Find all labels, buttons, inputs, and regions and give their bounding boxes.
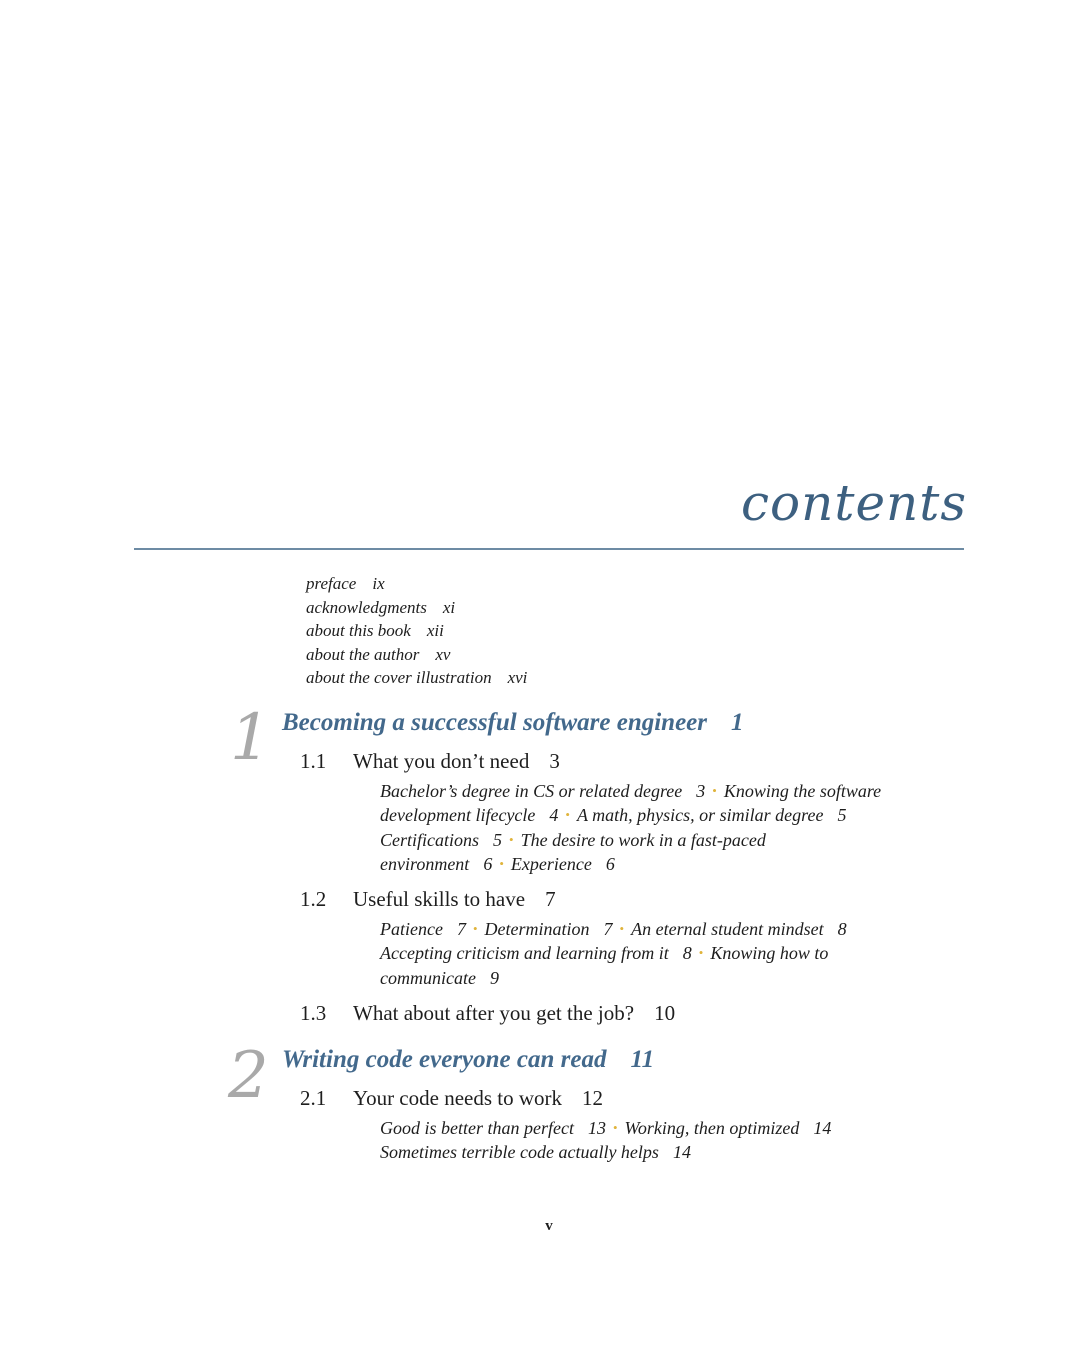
chapter-number: 2 — [228, 1039, 269, 1113]
section-entry[interactable] — [300, 1088, 603, 1109]
toc-entry-title: about this book — [306, 621, 411, 640]
subsection-title[interactable]: A math, physics, or similar degree — [576, 805, 824, 826]
subsection-page: 13 — [587, 1118, 606, 1138]
toc-entry-acknowledgments[interactable] — [306, 596, 527, 620]
section-page: 10 — [654, 1001, 676, 1025]
subsection-page: 7 — [603, 919, 613, 939]
chapter-page: 1 — [731, 709, 744, 736]
subsection-page: 7 — [456, 919, 466, 939]
subsection-list — [380, 779, 940, 876]
subsection-title[interactable]: environment — [380, 853, 470, 874]
page-number: v — [545, 1218, 553, 1234]
section-page: 7 — [545, 887, 556, 911]
subsection-page: 8 — [837, 919, 847, 939]
subsection-line — [380, 852, 940, 876]
section-entry[interactable] — [300, 889, 556, 910]
front-matter-list — [306, 572, 527, 690]
bullet-separator: • — [499, 855, 504, 871]
subsection-page: 3 — [696, 781, 706, 801]
subsection-list — [380, 1116, 940, 1165]
subsection-title[interactable]: Working, then optimized — [624, 1118, 800, 1138]
bullet-separator: • — [509, 831, 514, 847]
toc-entry-about-the-author[interactable] — [306, 643, 527, 667]
bullet-separator: • — [612, 1120, 618, 1135]
section-title: What about after you get the job? — [353, 1001, 635, 1025]
subsection-title[interactable]: Knowing the software — [723, 781, 882, 801]
subsection-page: 6 — [483, 853, 493, 874]
subsection-list — [380, 917, 940, 990]
subsection-page: 14 — [813, 1118, 832, 1138]
subsection-page: 14 — [672, 1142, 691, 1163]
section-title: Useful skills to have — [353, 887, 526, 911]
subsection-line — [380, 803, 940, 827]
subsection-title[interactable]: Patience — [380, 919, 443, 939]
chapter-title-link[interactable] — [282, 710, 744, 735]
subsection-title[interactable]: An eternal student mindset — [631, 919, 824, 939]
section-title: What you don’t need — [353, 749, 530, 773]
subsection-line — [380, 966, 940, 990]
toc-entry-preface[interactable] — [306, 572, 527, 596]
subsection-title[interactable]: Knowing how to — [710, 943, 829, 964]
section-page: 3 — [549, 749, 560, 773]
chapter-number: 1 — [230, 701, 271, 775]
section-number: 1.1 — [300, 749, 327, 773]
bullet-separator: • — [619, 921, 625, 936]
section-number: 1.3 — [300, 1001, 327, 1025]
subsection-page: 6 — [605, 853, 615, 874]
subsection-line — [380, 941, 940, 965]
toc-entry-title: about the cover illustration — [306, 668, 492, 687]
subsection-line — [380, 917, 940, 941]
subsection-title[interactable]: Bachelor’s degree in CS or related degree — [380, 781, 683, 801]
section-page: 12 — [582, 1086, 604, 1110]
bullet-separator: • — [565, 807, 570, 823]
toc-entry-page: xvi — [507, 668, 528, 687]
subsection-title[interactable]: Certifications — [380, 829, 479, 850]
subsection-title[interactable]: The desire to work in a fast-paced — [520, 829, 766, 850]
heading-divider — [134, 548, 964, 550]
subsection-page: 5 — [837, 805, 847, 826]
subsection-title[interactable]: Sometimes terrible code actually helps — [380, 1142, 659, 1163]
bullet-separator: • — [712, 783, 717, 798]
subsection-title[interactable]: communicate — [380, 967, 476, 988]
chapter-page: 11 — [630, 1046, 655, 1073]
subsection-page: 9 — [489, 967, 499, 988]
bullet-separator: • — [472, 921, 478, 936]
section-title: Your code needs to work — [353, 1086, 563, 1110]
subsection-title[interactable]: development lifecycle — [380, 805, 536, 826]
toc-entry-page: ix — [372, 574, 385, 593]
section-entry[interactable] — [300, 751, 560, 772]
toc-entry-title: about the author — [306, 644, 420, 664]
toc-entry-about-the-cover[interactable] — [306, 666, 527, 690]
chapter-title: Becoming a successful software engineer — [282, 709, 707, 736]
subsection-title[interactable]: Determination — [484, 919, 590, 939]
page-title: contents — [741, 474, 967, 532]
subsection-line — [380, 779, 940, 803]
subsection-title[interactable]: Accepting criticism and learning from it — [380, 943, 669, 964]
chapter-title-link[interactable] — [282, 1047, 654, 1072]
toc-entry-title: acknowledgments — [306, 597, 427, 617]
section-number: 1.2 — [300, 887, 327, 911]
subsection-title[interactable]: Experience — [510, 853, 592, 874]
section-entry[interactable] — [300, 1003, 675, 1024]
section-number: 2.1 — [300, 1086, 327, 1110]
toc-entry-page: xii — [426, 621, 444, 640]
subsection-line — [380, 1140, 940, 1164]
subsection-page: 4 — [549, 805, 559, 826]
subsection-line — [380, 828, 940, 852]
subsection-page: 5 — [493, 829, 502, 850]
bullet-separator: • — [698, 945, 704, 961]
toc-entry-page: xv — [435, 644, 451, 664]
chapter-title: Writing code everyone can read — [282, 1046, 607, 1073]
toc-entry-title: preface — [306, 574, 357, 593]
subsection-page: 8 — [682, 943, 692, 964]
subsection-line — [380, 1116, 940, 1140]
toc-entry-page: xi — [442, 597, 456, 617]
subsection-title[interactable]: Good is better than perfect — [380, 1118, 574, 1138]
toc-entry-about-this-book[interactable] — [306, 619, 527, 643]
